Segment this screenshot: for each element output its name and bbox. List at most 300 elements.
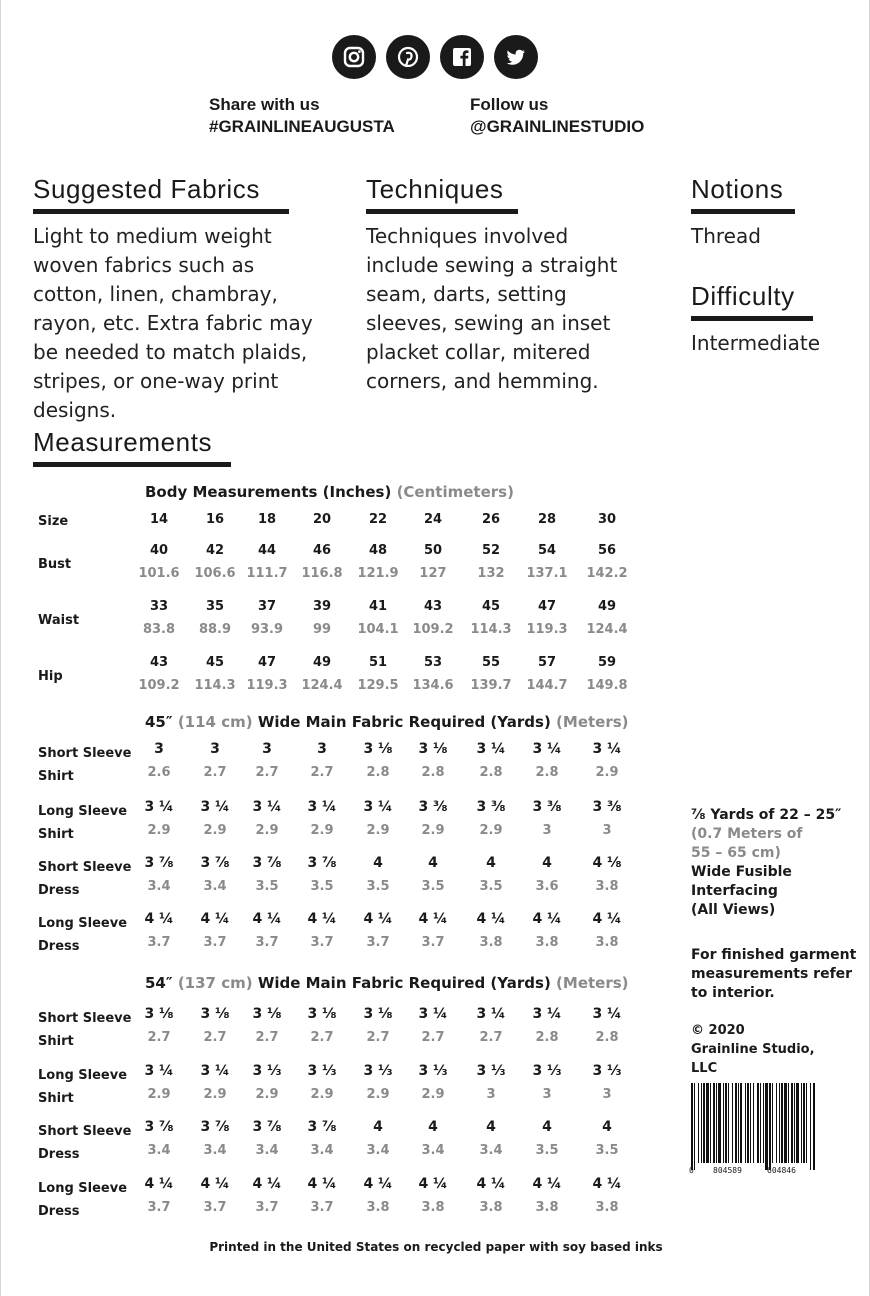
yards-value: 3 ¼	[592, 1006, 622, 1022]
yards-value: 3 ⅞	[252, 855, 282, 871]
notions-text: Thread	[691, 224, 761, 248]
yards-value: 3 ⅓	[307, 1063, 337, 1079]
meters-value: 2.7	[203, 765, 227, 780]
yards-value: 3 ⅛	[307, 1006, 337, 1022]
facebook-icon[interactable]	[440, 35, 484, 79]
yards-value: 3 ¼	[592, 741, 622, 757]
body-row-label: Waist	[38, 613, 80, 628]
meters-value: 2.6	[147, 765, 171, 780]
meters-value: 3.5	[255, 879, 279, 894]
meters-value: 3.4	[147, 879, 171, 894]
size-value: 18	[257, 512, 277, 527]
barcode-bar	[691, 1083, 693, 1170]
finished-line: to interior.	[691, 985, 775, 1001]
inch-value: 47	[537, 599, 557, 614]
body-row-label: Bust	[38, 557, 72, 572]
interfacing-line-metric: (0.7 Meters of	[691, 826, 803, 842]
yards-value: 3 ⅞	[307, 1119, 337, 1135]
yards-value: 4	[602, 1119, 612, 1135]
size-value: 20	[312, 512, 332, 527]
inch-value: 50	[423, 543, 443, 558]
fabrics-line: designs.	[33, 398, 117, 422]
garment-label-line: Long Sleeve	[38, 804, 128, 819]
yards-value: 3 ¼	[144, 799, 174, 815]
cm-value: 144.7	[526, 678, 568, 693]
garment-label-line: Long Sleeve	[38, 916, 128, 931]
meters-value: 2.7	[310, 1030, 334, 1045]
meters-value: 3.4	[255, 1143, 279, 1158]
meters-value: 2.7	[479, 1030, 503, 1045]
inch-value: 49	[312, 655, 332, 670]
size-value: 14	[149, 512, 169, 527]
meters-value: 3.7	[147, 1200, 171, 1215]
fabrics-line: cotton, linen, chambray,	[33, 282, 278, 306]
meters-value: 3.4	[203, 1143, 227, 1158]
meters-value: 3.7	[421, 935, 445, 950]
yards-value: 3 ¼	[476, 741, 506, 757]
fabrics-line: be needed to match plaids,	[33, 340, 308, 364]
meters-value: 3	[542, 1087, 552, 1102]
cm-value: 109.2	[412, 622, 454, 637]
meters-value: 2.7	[203, 1030, 227, 1045]
barcode-bar	[728, 1083, 729, 1163]
barcode-bar	[710, 1083, 711, 1163]
meters-value: 2.9	[203, 823, 227, 838]
meters-value: 3.7	[255, 1200, 279, 1215]
fabric-title: Wide Main Fabric Required (Yards)	[257, 974, 551, 992]
barcode-bar	[806, 1083, 807, 1163]
meters-value: 3.8	[595, 1200, 619, 1215]
copyright-note	[691, 1021, 815, 1078]
cm-value: 124.4	[586, 622, 628, 637]
garment-row-label	[38, 1007, 131, 1053]
cm-value: 124.4	[301, 678, 343, 693]
meters-value: 2.8	[366, 765, 390, 780]
meters-value: 3.7	[310, 1200, 334, 1215]
copyright-line: © 2020	[691, 1023, 745, 1038]
meters-value: 3.7	[147, 935, 171, 950]
yards-value: 4 ¼	[363, 911, 393, 927]
yards-value: 3 ¼	[532, 741, 562, 757]
garment-label-line: Shirt	[38, 769, 74, 784]
meters-value: 3.5	[366, 879, 390, 894]
yards-value: 3 ⅓	[252, 1063, 282, 1079]
cm-value: 149.8	[586, 678, 628, 693]
barcode-bar	[769, 1083, 771, 1170]
barcode-bar	[725, 1083, 727, 1163]
follow-block	[470, 94, 644, 138]
barcode-bar	[784, 1083, 787, 1163]
yards-value: 3 ⅞	[144, 1119, 174, 1135]
cm-value: 132	[477, 566, 505, 581]
barcode-bar	[701, 1083, 702, 1163]
fabric-width-metric: (114 cm)	[177, 713, 253, 731]
barcode-bar	[694, 1083, 695, 1170]
garment-label-line: Dress	[38, 883, 80, 898]
cm-value: 111.7	[246, 566, 288, 581]
share-hashtag[interactable]: #GRAINLINEAUGUSTA	[209, 117, 395, 136]
barcode-bar	[740, 1083, 742, 1163]
copyright-line: Grainline Studio,	[691, 1042, 815, 1057]
yards-value: 4 ¼	[363, 1176, 393, 1192]
meters-value: 3.5	[421, 879, 445, 894]
cm-value: 137.1	[526, 566, 568, 581]
body-title-main: Body Measurements (Inches)	[145, 483, 392, 501]
barcode-bar	[713, 1083, 715, 1163]
meters-value: 3.6	[535, 879, 559, 894]
garment-label-line: Shirt	[38, 827, 74, 842]
meters-value: 3.8	[479, 1200, 503, 1215]
yards-value: 3 ⅞	[307, 855, 337, 871]
meters-value: 3.8	[421, 1200, 445, 1215]
fabrics-line: woven fabrics such as	[33, 253, 255, 277]
cm-value: 142.2	[586, 566, 628, 581]
meters-value: 3.7	[310, 935, 334, 950]
inch-value: 51	[368, 655, 388, 670]
garment-label-line: Short Sleeve	[38, 1011, 132, 1026]
cm-value: 101.6	[138, 566, 180, 581]
size-value: 24	[423, 512, 443, 527]
meters-value: 2.7	[147, 1030, 171, 1045]
meters-value: 3	[486, 1087, 496, 1102]
yards-value: 4 ¼	[307, 911, 337, 927]
yards-value: 3 ⅓	[476, 1063, 506, 1079]
yards-value: 3 ¼	[363, 799, 393, 815]
barcode-bar	[813, 1083, 815, 1170]
twitter-icon[interactable]	[494, 35, 538, 79]
yards-value: 3 ⅛	[363, 741, 393, 757]
inch-value: 46	[312, 543, 332, 558]
yards-value: 4	[428, 855, 438, 871]
yards-value: 3 ⅛	[252, 1006, 282, 1022]
footer-note: Printed in the United States on recycled paper with soy based inks	[209, 1240, 663, 1254]
barcode-digit: 0	[689, 1166, 694, 1175]
yards-value: 4 ¼	[476, 1176, 506, 1192]
interfacing-line: ⅞ Yards of 22 – 25″	[691, 807, 842, 823]
yards-value: 3 ⅞	[200, 1119, 230, 1135]
share-block	[209, 94, 395, 138]
barcode-bar	[750, 1083, 751, 1163]
barcode	[691, 1083, 816, 1170]
cm-value: 134.6	[412, 678, 454, 693]
meters-value: 2.9	[203, 1087, 227, 1102]
meters-value: 2.7	[421, 1030, 445, 1045]
fabrics-line: stripes, or one-way print	[33, 369, 279, 393]
meters-value: 3.5	[535, 1143, 559, 1158]
yards-value: 4 ¼	[532, 911, 562, 927]
inch-value: 53	[423, 655, 443, 670]
yards-value: 4 ¼	[476, 911, 506, 927]
barcode-bar	[794, 1083, 795, 1163]
inch-value: 56	[597, 543, 617, 558]
barcode-bar	[723, 1083, 724, 1163]
techniques-line: Techniques involved	[366, 224, 569, 248]
meters-value: 2.9	[595, 765, 619, 780]
yards-value: 3	[317, 741, 327, 757]
interfacing-line: Interfacing	[691, 883, 778, 899]
yards-value: 4 ¼	[144, 911, 174, 927]
barcode-bar	[772, 1083, 773, 1163]
fabric-width-metric: (137 cm)	[177, 974, 253, 992]
barcode-bar	[747, 1083, 749, 1163]
yards-value: 4 ¼	[307, 1176, 337, 1192]
techniques-line: placket collar, mitered	[366, 340, 591, 364]
inch-value: 41	[368, 599, 388, 614]
garment-label-line: Short Sleeve	[38, 1124, 132, 1139]
cm-value: 83.8	[142, 622, 176, 637]
barcode-bar	[753, 1083, 754, 1163]
meters-value: 2.9	[147, 823, 171, 838]
garment-row-label	[38, 1120, 131, 1166]
yards-value: 4 ¼	[144, 1176, 174, 1192]
meters-value: 3.8	[595, 935, 619, 950]
yards-value: 3 ⅛	[363, 1006, 393, 1022]
yards-value: 3 ⅜	[532, 799, 562, 815]
interfacing-line: (All Views)	[691, 902, 776, 918]
garment-row-label	[38, 1064, 127, 1110]
yards-value: 3 ¼	[200, 1063, 230, 1079]
fabrics-line: Light to medium weight	[33, 224, 272, 248]
garment-label-line: Short Sleeve	[38, 860, 132, 875]
garment-label-line: Shirt	[38, 1091, 74, 1106]
finished-line: measurements refer	[691, 966, 853, 982]
techniques-line: sleeves, sewing an inset	[366, 311, 611, 335]
meters-value: 2.9	[421, 1087, 445, 1102]
difficulty-heading: Difficulty	[691, 281, 813, 321]
follow-handle[interactable]: @GRAINLINESTUDIO	[470, 117, 645, 136]
yards-value: 3 ⅜	[476, 799, 506, 815]
size-row-label: Size	[38, 514, 69, 529]
techniques-line: seam, darts, setting	[366, 282, 567, 306]
barcode-bar	[698, 1083, 699, 1163]
cm-value: 114.3	[194, 678, 236, 693]
barcode-bar	[718, 1083, 721, 1163]
yards-value: 3 ⅜	[418, 799, 448, 815]
inch-value: 48	[368, 543, 388, 558]
yards-value: 4 ¼	[592, 911, 622, 927]
yards-value: 4 ¼	[592, 1176, 622, 1192]
cm-value: 93.9	[250, 622, 284, 637]
techniques-line: corners, and hemming.	[366, 369, 599, 393]
barcode-bar	[716, 1083, 717, 1163]
garment-row-label	[38, 800, 127, 846]
barcode-bar	[738, 1083, 739, 1163]
barcode-bar	[763, 1083, 764, 1163]
body-title-alt: (Centimeters)	[396, 483, 514, 501]
barcode-bar	[788, 1083, 789, 1163]
interfacing-line-metric: 55 – 65 cm)	[691, 845, 781, 861]
meters-value: 3	[602, 1087, 612, 1102]
fabric-width: 54″	[145, 974, 173, 992]
notions-heading: Notions	[691, 174, 795, 214]
meters-value: 3.8	[595, 879, 619, 894]
yards-value: 3	[210, 741, 220, 757]
meters-value: 3.7	[203, 935, 227, 950]
interfacing-line: Wide Fusible	[691, 864, 792, 880]
meters-value: 3	[542, 823, 552, 838]
barcode-bar	[781, 1083, 783, 1163]
inch-value: 40	[149, 543, 169, 558]
barcode-bar	[796, 1083, 799, 1163]
meters-value: 2.8	[535, 765, 559, 780]
meters-value: 3.4	[203, 879, 227, 894]
yards-value: 3 ⅞	[144, 855, 174, 871]
yards-value: 3 ⅞	[252, 1119, 282, 1135]
inch-value: 43	[423, 599, 443, 614]
garment-label-line: Long Sleeve	[38, 1181, 128, 1196]
yards-value: 4	[486, 1119, 496, 1135]
cm-value: 104.1	[357, 622, 399, 637]
inch-value: 33	[149, 599, 169, 614]
suggested-fabrics-text	[33, 222, 353, 425]
barcode-bar	[703, 1083, 705, 1163]
barcode-bar	[810, 1083, 811, 1170]
meters-value: 2.9	[366, 1087, 390, 1102]
finished-measurements-note	[691, 946, 856, 1003]
barcode-bar	[779, 1083, 780, 1163]
share-label: Share with us	[209, 95, 320, 114]
yards-value: 3 ⅜	[592, 799, 622, 815]
size-value: 26	[481, 512, 501, 527]
follow-label: Follow us	[470, 95, 549, 114]
meters-value: 2.9	[255, 823, 279, 838]
meters-value: 2.9	[147, 1087, 171, 1102]
meters-value: 2.7	[255, 765, 279, 780]
meters-value: 2.7	[255, 1030, 279, 1045]
yards-value: 3 ¼	[200, 799, 230, 815]
cm-value: 119.3	[246, 678, 288, 693]
meters-value: 2.9	[310, 1087, 334, 1102]
barcode-digits-right: 604846	[767, 1166, 796, 1175]
yards-value: 3 ¼	[476, 1006, 506, 1022]
meters-value: 2.7	[366, 1030, 390, 1045]
yards-value: 4 ⅛	[592, 855, 622, 871]
yards-value: 3 ¼	[144, 1063, 174, 1079]
yards-value: 4 ¼	[418, 1176, 448, 1192]
garment-row-label	[38, 856, 131, 902]
yards-value: 3 ⅓	[592, 1063, 622, 1079]
instagram-icon[interactable]	[332, 35, 376, 79]
meters-value: 3.4	[421, 1143, 445, 1158]
yards-value: 3 ¼	[252, 799, 282, 815]
yards-value: 3 ⅓	[363, 1063, 393, 1079]
inch-value: 47	[257, 655, 277, 670]
yards-value: 4 ¼	[200, 1176, 230, 1192]
cm-value: 114.3	[470, 622, 512, 637]
cm-value: 129.5	[357, 678, 399, 693]
copyright-line: LLC	[691, 1061, 718, 1076]
barcode-bar	[791, 1083, 793, 1163]
meters-value: 2.8	[421, 765, 445, 780]
techniques-text	[366, 222, 666, 396]
yards-value: 4 ¼	[532, 1176, 562, 1192]
inch-value: 59	[597, 655, 617, 670]
yards-value: 3 ¼	[307, 799, 337, 815]
meters-value: 3.7	[203, 1200, 227, 1215]
body-row-label: Hip	[38, 669, 63, 684]
difficulty-text: Intermediate	[691, 331, 821, 355]
yards-value: 3 ¼	[532, 1006, 562, 1022]
inch-value: 37	[257, 599, 277, 614]
fabric-title: Wide Main Fabric Required (Yards)	[257, 713, 551, 731]
cm-value: 88.9	[198, 622, 232, 637]
meters-value: 3.5	[595, 1143, 619, 1158]
meters-value: 3.4	[147, 1143, 171, 1158]
yards-value: 4	[373, 855, 383, 871]
meters-value: 2.7	[310, 765, 334, 780]
pinterest-icon[interactable]	[386, 35, 430, 79]
garment-row-label	[38, 912, 127, 958]
inch-value: 35	[205, 599, 225, 614]
garment-label-line: Shirt	[38, 1034, 74, 1049]
meters-value: 2.9	[366, 823, 390, 838]
barcode-bar	[776, 1083, 777, 1163]
fabrics-line: rayon, etc. Extra fabric may	[33, 311, 313, 335]
yards-value: 3 ⅓	[532, 1063, 562, 1079]
size-value: 30	[597, 512, 617, 527]
suggested-fabrics-heading: Suggested Fabrics	[33, 174, 289, 214]
barcode-bar	[706, 1083, 709, 1163]
meters-value: 3.4	[479, 1143, 503, 1158]
garment-label-line: Dress	[38, 1147, 80, 1162]
cm-value: 127	[419, 566, 447, 581]
yards-value: 3 ⅓	[418, 1063, 448, 1079]
cm-value: 139.7	[470, 678, 512, 693]
inch-value: 43	[149, 655, 169, 670]
yards-value: 3 ⅛	[418, 741, 448, 757]
inch-value: 39	[312, 599, 332, 614]
meters-value: 3.8	[535, 1200, 559, 1215]
body-measurements-title	[145, 483, 514, 501]
cm-value: 109.2	[138, 678, 180, 693]
meters-value: 2.8	[479, 765, 503, 780]
inch-value: 57	[537, 655, 557, 670]
interfacing-note	[691, 806, 841, 920]
yards-value: 4	[486, 855, 496, 871]
barcode-bar	[757, 1083, 759, 1163]
finished-line: For finished garment	[691, 947, 857, 963]
barcode-bar	[760, 1083, 761, 1163]
yards-value: 3 ¼	[418, 1006, 448, 1022]
fabric-width: 45″	[145, 713, 173, 731]
barcode-bar	[745, 1083, 746, 1163]
cm-value: 116.8	[301, 566, 343, 581]
barcode-bar	[735, 1083, 737, 1163]
yards-value: 4 ¼	[418, 911, 448, 927]
inch-value: 44	[257, 543, 277, 558]
meters-value: 3	[602, 823, 612, 838]
meters-value: 3.8	[535, 935, 559, 950]
yards-value: 4 ¼	[252, 1176, 282, 1192]
inch-value: 49	[597, 599, 617, 614]
yards-value: 4 ¼	[200, 911, 230, 927]
garment-label-line: Dress	[38, 939, 80, 954]
meters-value: 3.7	[255, 935, 279, 950]
measurements-heading: Measurements	[33, 427, 231, 467]
meters-value: 3.7	[366, 935, 390, 950]
meters-value: 3.8	[479, 935, 503, 950]
meters-value: 2.9	[255, 1087, 279, 1102]
garment-label-line: Long Sleeve	[38, 1068, 128, 1083]
yards-value: 3 ⅛	[200, 1006, 230, 1022]
yards-value: 3 ⅛	[144, 1006, 174, 1022]
fabric-title-metric: (Meters)	[556, 713, 629, 731]
inch-value: 52	[481, 543, 501, 558]
meters-value: 2.8	[535, 1030, 559, 1045]
barcode-digits-left: 804589	[713, 1166, 742, 1175]
yards-value: 4	[542, 1119, 552, 1135]
barcode-bar	[732, 1083, 733, 1163]
